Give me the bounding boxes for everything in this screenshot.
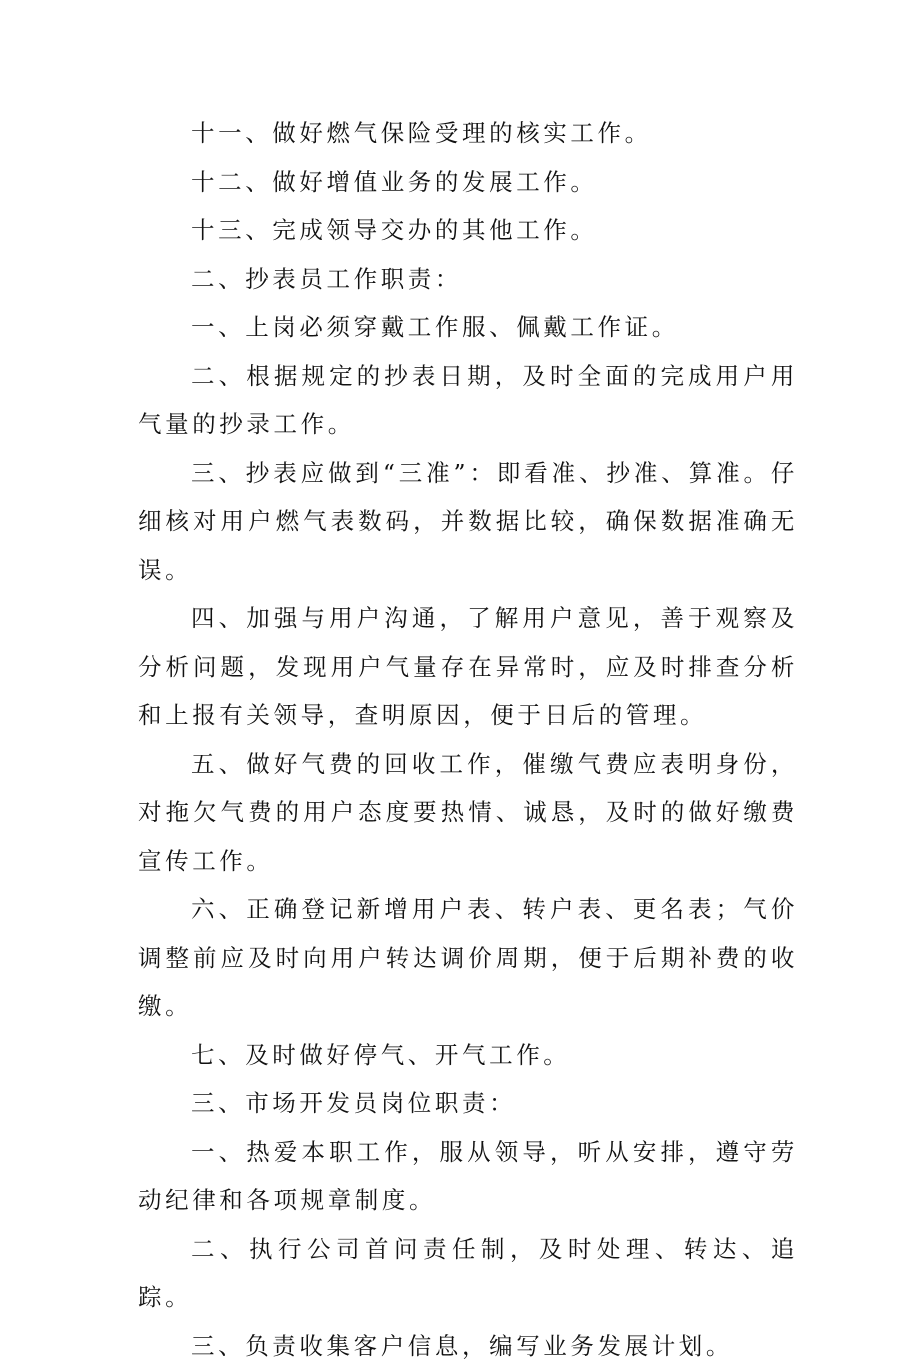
paragraph-item-11: 十一、做好燃气保险受理的核实工作。 <box>138 109 798 158</box>
section-heading-meter-reader: 二、抄表员工作职责： <box>138 255 798 304</box>
section-heading-market-developer: 三、市场开发员岗位职责： <box>138 1079 798 1128</box>
market-developer-duty-1: 一、热爱本职工作，服从领导，听从安排，遵守劳动纪律和各项规章制度。 <box>138 1128 798 1225</box>
document-body <box>138 109 798 1370</box>
market-developer-duty-3: 三、负责收集客户信息，编写业务发展计划。 <box>138 1322 798 1370</box>
meter-reader-duty-3: 三、抄表应做到“三准”：即看准、抄准、算准。仔细核对用户燃气表数码，并数据比较，确保数据准确无误。 <box>138 449 798 595</box>
meter-reader-duty-5: 五、做好气费的回收工作，催缴气费应表明身份，对拖欠气费的用户态度要热情、诚恳，及时的做好缴费宣传工作。 <box>138 740 798 886</box>
meter-reader-duty-7: 七、及时做好停气、开气工作。 <box>138 1031 798 1080</box>
market-developer-duty-2: 二、执行公司首问责任制，及时处理、转达、追踪。 <box>138 1225 798 1322</box>
meter-reader-duty-1: 一、上岗必须穿戴工作服、佩戴工作证。 <box>138 303 798 352</box>
paragraph-item-13: 十三、完成领导交办的其他工作。 <box>138 206 798 255</box>
meter-reader-duty-6: 六、正确登记新增用户表、转户表、更名表；气价调整前应及时向用户转达调价周期，便于后期补费的收缴。 <box>138 885 798 1031</box>
paragraph-item-12: 十二、做好增值业务的发展工作。 <box>138 158 798 207</box>
meter-reader-duty-4: 四、加强与用户沟通，了解用户意见，善于观察及分析问题，发现用户气量存在异常时，应及时排查分析和上报有关领导，查明原因，便于日后的管理。 <box>138 594 798 740</box>
meter-reader-duty-2: 二、根据规定的抄表日期，及时全面的完成用户用气量的抄录工作。 <box>138 352 798 449</box>
